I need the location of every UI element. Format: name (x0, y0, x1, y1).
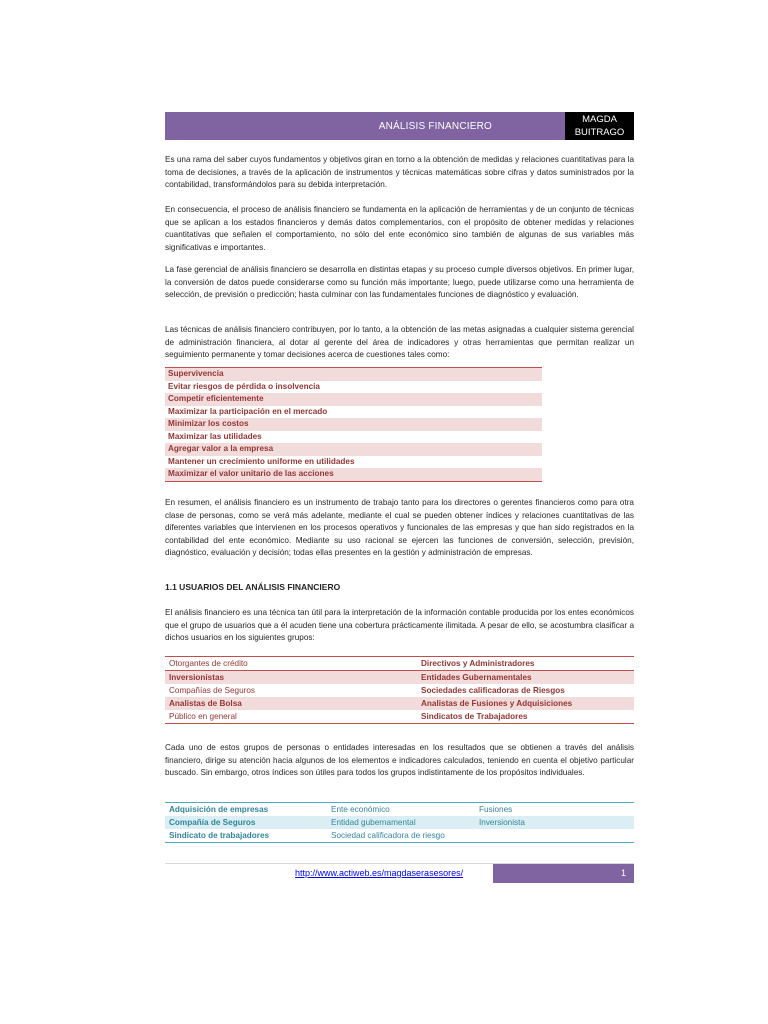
table-cell: Entidad gubernamental (331, 818, 416, 827)
paragraph-groups: Cada uno de estos grupos de personas o entidades interesadas en los resultados que se obtienen a través del análisis financiero, dirige su atención hacia algunos de los elementos e indicadores calculados, teniendo en cuenta el objetivo particular buscado. Sin embargo, otros índices son útiles para todos los grupos indistintamente de los propósitos individuales. (165, 743, 634, 778)
table-cell: Otorgantes de crédito (169, 659, 248, 668)
list-item: Agregar valor a la empresa (165, 443, 542, 456)
table-cell (475, 829, 634, 842)
footer-bar (493, 864, 634, 883)
list-item: Maximizar el valor unitario de las acciones (165, 468, 542, 481)
objectives-list (165, 367, 542, 482)
users-table (165, 656, 634, 724)
page-number: 1 (620, 868, 626, 878)
table-cell: Entidades Gubernamentales (421, 673, 532, 682)
table-row (165, 710, 634, 723)
table-row (165, 803, 634, 816)
list-item: Maximizar la participación en el mercado (168, 406, 328, 416)
table-cell: Compañías de Seguros (169, 686, 256, 695)
section-heading: 1.1 USUARIOS DEL ANÁLISIS FINANCIERO (165, 582, 341, 592)
table-cell: Sindicatos de Trabajadores (421, 712, 528, 721)
groups-table (165, 802, 634, 843)
list-item: Evitar riesgos de pérdida o insolvencia (168, 381, 320, 391)
table-cell: Público en general (169, 712, 237, 721)
author-first-name: MAGDA (582, 114, 617, 125)
list-item: Supervivencia (165, 368, 542, 381)
table-cell: Fusiones (479, 805, 513, 814)
table-row (165, 697, 634, 710)
table-row (165, 657, 634, 671)
paragraph-summary: En resumen, el análisis financiero es un instrumento de trabajo tanto para los directores o gerentes financieros como para otra clase de personas, como se verá más adelante, mediante el cual se pueden obtener índices y relaciones cuantitativas de las diferentes variables que intervienen en los procesos operativos y funcionales de las empresas y que han sido registrados en la contabilidad del ente económico. Mediante su uso racional se ejercen las funciones de conversión, selección, previsión, diagnóstico, evaluación y decisión; todas ellas presentes en la gestión y administración de empresas. (165, 498, 634, 558)
paragraph-techniques: Las técnicas de análisis financiero contribuyen, por lo tanto, a la obtención de las metas asignadas a cualquier sistema gerencial de administración financiera, al dotar al gerente del área de indicadores y otras herramientas que permitan realizar un seguimiento permanente y tomar decisiones acerca de cuestiones tales como: (165, 325, 634, 360)
list-item: Mantener un crecimiento uniforme en utilidades (168, 456, 355, 466)
table-cell: Inversionista (479, 818, 525, 827)
header-title: ANÁLISIS FINANCIERO (378, 121, 492, 132)
page-header (165, 112, 634, 140)
table-cell: Analistas de Fusiones y Adquisiciones (421, 699, 573, 708)
table-row (165, 816, 634, 829)
table-row (165, 671, 634, 684)
list-item: Competir eficientemente (165, 393, 542, 406)
header-bar (165, 112, 565, 140)
list-item: Maximizar las utilidades (168, 431, 262, 441)
table-cell: Analistas de Bolsa (169, 699, 242, 708)
table-cell: Sociedades calificadoras de Riesgos (421, 686, 565, 695)
author-last-name: BUITRAGO (574, 127, 625, 138)
document-page (165, 112, 634, 878)
table-cell: Inversionistas (169, 673, 225, 682)
table-cell: Ente económico (331, 805, 390, 814)
table-row (165, 829, 634, 842)
table-row (165, 684, 634, 697)
table-cell: Sindicato de trabajadores (169, 831, 270, 840)
paragraph-phases: La fase gerencial de análisis financiero se desarrolla en distintas etapas y su proceso cumple diversos objetivos. En primer lugar, la conversión de datos puede considerarse como su función más importante; luego, puede utilizarse como una herramienta de selección, de previsión o predicción; hasta culminar con las fundamentales funciones de diagnóstico y evaluación. (165, 265, 634, 300)
table-cell: Directivos y Administradores (421, 659, 535, 668)
page-footer (165, 863, 634, 883)
list-item: Minimizar los costos (165, 418, 542, 431)
paragraph-intro: Es una rama del saber cuyos fundamentos y objetivos giran en torno a la obtención de medidas y relaciones cuantitativas para la toma de decisiones, a través de la aplicación de instrumentos y técnicas matemáticas sobre cifras y datos suministrados por la contabilidad, transformándolos para su debida interpretación. (165, 155, 634, 190)
paragraph-users: El análisis financiero es una técnica tan útil para la interpretación de la información contable producida por los entes económicos que el grupo de usuarios que a él acuden tiene una cobertura prácticamente ilimitada. A pesar de ello, se acostumbra clasificar a dichos usuarios en los siguientes grupos: (165, 608, 634, 643)
table-cell: Compañía de Seguros (169, 818, 256, 827)
paragraph-process: En consecuencia, el proceso de análisis financiero se fundamenta en la aplicación de herramientas y de un conjunto de técnicas que se aplican a los estados financieros y demás datos complementarios, con el propósito de obtener medidas y relaciones cuantitativas que señalen el comportamiento, no sólo del ente económico sino también de algunas de sus variables más significativas e importantes. (165, 205, 634, 252)
table-cell: Sociedad calificadora de riesgo (331, 831, 445, 840)
table-cell: Adquisición de empresas (169, 805, 269, 814)
footer-link[interactable]: http://www.actiweb.es/magdaserasesores/ (295, 868, 464, 878)
header-author (565, 112, 634, 140)
